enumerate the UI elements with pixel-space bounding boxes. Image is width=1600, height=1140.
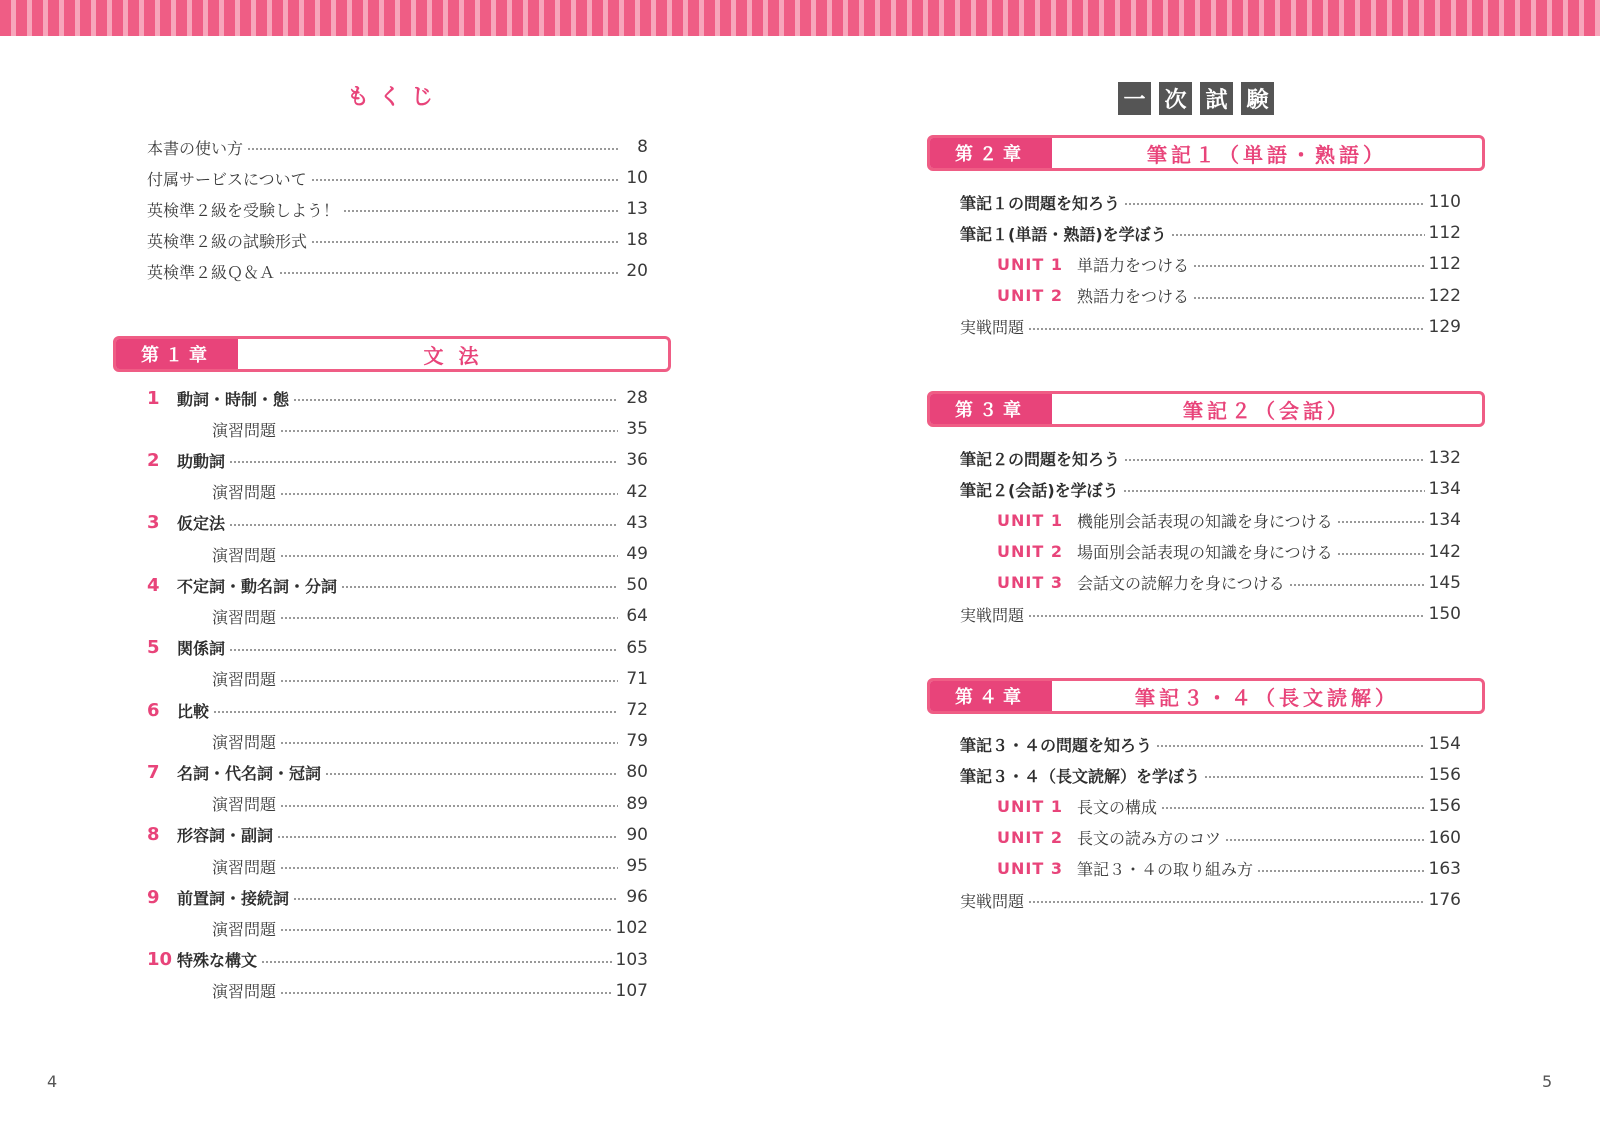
toc-entry-page: 122 xyxy=(1428,285,1461,306)
toc-entry[interactable] xyxy=(147,758,648,786)
toc-entry-page: 35 xyxy=(626,419,648,440)
exercise-label: 演習問題 xyxy=(212,919,277,939)
chapter-item-number: 6 xyxy=(147,699,160,721)
chapter-number: 第４章 xyxy=(930,681,1052,711)
toc-entry-label: 単語力をつける xyxy=(1076,255,1189,275)
chapter-3-header[interactable] xyxy=(927,391,1485,427)
chapter-item-number: 10 xyxy=(147,949,173,971)
toc-entry-page: 18 xyxy=(626,230,648,250)
chapter-item-number: 8 xyxy=(147,824,160,846)
toc-entry[interactable] xyxy=(147,133,648,161)
toc-entry[interactable] xyxy=(212,914,648,942)
toc-entry[interactable] xyxy=(960,475,1461,503)
toc-entry-page: 90 xyxy=(626,824,648,845)
toc-entry-label: 付属サービスについて xyxy=(147,169,307,189)
toc-entry[interactable] xyxy=(960,886,1461,914)
toc-entry-page: 129 xyxy=(1428,316,1461,337)
toc-entry-page: 64 xyxy=(626,606,648,627)
toc-entry-page: 71 xyxy=(626,668,648,689)
chapter-item-number: 5 xyxy=(147,637,160,659)
toc-entry-label: 熟語力をつける xyxy=(1076,287,1189,307)
leader-dots xyxy=(311,241,618,243)
leader-dots xyxy=(1337,553,1425,555)
toc-entry[interactable] xyxy=(997,538,1461,566)
toc-entry-page: 134 xyxy=(1428,510,1461,531)
leader-dots xyxy=(1123,490,1425,492)
unit-label: UNIT 3 xyxy=(997,573,1063,593)
leader-dots xyxy=(280,617,618,619)
unit-label: UNIT 3 xyxy=(997,859,1063,879)
toc-entry-page: 103 xyxy=(615,949,648,970)
chapter-number: 第３章 xyxy=(930,394,1052,424)
toc-entry-page: 156 xyxy=(1428,765,1461,786)
toc-entry-label: 実戦問題 xyxy=(960,318,1025,338)
unit-label: UNIT 1 xyxy=(997,796,1063,816)
toc-entry[interactable] xyxy=(960,761,1461,789)
leader-dots xyxy=(325,773,618,775)
toc-entry-page: 156 xyxy=(1428,796,1461,817)
toc-entry[interactable] xyxy=(212,790,648,818)
toc-entry-label: 長文の構成 xyxy=(1076,797,1157,817)
toc-entry[interactable] xyxy=(960,730,1461,758)
toc-entry[interactable] xyxy=(147,509,648,537)
toc-entry-page: 28 xyxy=(626,388,648,408)
toc-entry-label: 助動詞 xyxy=(177,451,226,471)
toc-entry-page: 145 xyxy=(1428,572,1461,593)
chapter-title: 文 法 xyxy=(423,343,483,368)
chapter-item-number: 9 xyxy=(147,886,160,908)
toc-entry[interactable] xyxy=(997,792,1461,820)
leader-dots xyxy=(1289,584,1425,586)
leader-dots xyxy=(1028,615,1425,617)
toc-entry-label: 会話文の読解力を身につける xyxy=(1076,574,1285,594)
toc-entry[interactable] xyxy=(147,446,648,474)
leader-dots xyxy=(293,898,618,900)
toc-entry-page: 160 xyxy=(1428,827,1461,848)
leader-dots xyxy=(1337,521,1425,523)
toc-entry-label: 比較 xyxy=(177,701,210,721)
leader-dots xyxy=(1193,265,1425,267)
toc-entry-page: 80 xyxy=(626,762,648,783)
unit-label: UNIT 2 xyxy=(997,286,1063,306)
toc-entry[interactable] xyxy=(212,415,648,443)
toc-entry[interactable] xyxy=(960,219,1461,247)
chapter-item-number: 4 xyxy=(147,574,160,596)
unit-label: UNIT 2 xyxy=(997,542,1063,562)
leader-dots xyxy=(311,179,618,181)
toc-entry[interactable] xyxy=(147,164,648,192)
exercise-label: 演習問題 xyxy=(212,795,277,815)
leader-dots xyxy=(280,555,618,557)
leader-dots xyxy=(1193,297,1425,299)
chapter-title: 筆記２（会話） xyxy=(1183,398,1351,423)
chapter-number: 第１章 xyxy=(116,339,238,369)
toc-entry-page: 96 xyxy=(626,887,648,908)
toc-entry-label: 筆記１(単語・熟語)を学ぼう xyxy=(960,224,1167,244)
chapter-2-header[interactable] xyxy=(927,135,1485,171)
toc-entry-label: 実戦問題 xyxy=(960,891,1025,911)
chapter-title: 筆記１（単語・熟語） xyxy=(1147,142,1387,167)
toc-entry-label: 実戦問題 xyxy=(960,605,1025,625)
toc-entry-page: 89 xyxy=(626,793,648,814)
toc-entry-page: 154 xyxy=(1428,734,1461,754)
leader-dots xyxy=(1171,234,1425,236)
toc-entry-label: 本書の使い方 xyxy=(147,138,244,158)
leader-dots xyxy=(229,649,618,651)
toc-entry[interactable] xyxy=(212,977,648,1005)
leader-dots xyxy=(293,399,618,401)
toc-entry[interactable] xyxy=(997,250,1461,278)
leader-dots xyxy=(280,742,618,744)
leader-dots xyxy=(229,461,618,463)
leader-dots xyxy=(247,148,618,150)
toc-entry-label: 筆記２(会話)を学ぼう xyxy=(960,480,1119,500)
page-number: 4 xyxy=(47,1072,58,1091)
toc-entry-label: 形容詞・副詞 xyxy=(177,826,274,846)
leader-dots xyxy=(261,961,612,963)
chapter-1-header[interactable] xyxy=(113,336,671,372)
toc-entry[interactable] xyxy=(212,665,648,693)
chapter-item-number: 2 xyxy=(147,449,160,471)
toc-entry-page: 49 xyxy=(626,544,648,564)
toc-entry-page: 36 xyxy=(626,450,648,471)
toc-entry-label: 筆記３・４の取り組み方 xyxy=(1076,860,1253,880)
toc-entry-page: 65 xyxy=(626,637,648,658)
toc-entry-page: 8 xyxy=(637,137,648,157)
exam-title-char: 験 xyxy=(1241,82,1274,115)
toc-entry-page: 142 xyxy=(1428,541,1461,562)
toc-entry[interactable] xyxy=(212,852,648,880)
unit-label: UNIT 1 xyxy=(997,254,1063,274)
toc-entry-page: 72 xyxy=(626,700,648,720)
toc-entry-label: 長文の読み方のコツ xyxy=(1076,829,1221,849)
toc-entry-page: 42 xyxy=(626,481,648,502)
exercise-label: 演習問題 xyxy=(212,545,277,565)
chapter-item-number: 1 xyxy=(147,387,160,409)
toc-entry[interactable] xyxy=(960,600,1461,628)
leader-dots xyxy=(280,992,612,994)
toc-entry-page: 176 xyxy=(1428,890,1461,910)
toc-entry-label: 英検準２級を受験しよう！ xyxy=(147,200,340,220)
toc-entry[interactable] xyxy=(147,634,648,662)
toc-entry[interactable] xyxy=(997,855,1461,883)
toc-entry-label: 筆記３・４の問題を知ろう xyxy=(960,735,1153,755)
leader-dots xyxy=(1124,459,1425,461)
toc-entry[interactable] xyxy=(147,226,648,254)
unit-label: UNIT 1 xyxy=(997,510,1063,530)
leader-dots xyxy=(341,586,618,588)
toc-entry[interactable] xyxy=(212,727,648,755)
leader-dots xyxy=(1028,328,1425,330)
chapter-number: 第２章 xyxy=(930,138,1052,168)
leader-dots xyxy=(279,272,618,274)
toc-entry[interactable] xyxy=(960,444,1461,472)
leader-dots xyxy=(1225,839,1425,841)
toc-entry[interactable] xyxy=(147,195,648,223)
exercise-label: 演習問題 xyxy=(212,670,277,690)
page-title: もくじ xyxy=(346,85,443,110)
chapter-title: 筆記３・４（長文読解） xyxy=(1135,685,1399,710)
toc-entry-page: 13 xyxy=(626,199,648,219)
toc-entry-label: 英検準２級の試験形式 xyxy=(147,231,308,251)
exercise-label: 演習問題 xyxy=(212,857,277,877)
toc-entry[interactable] xyxy=(147,571,648,599)
toc-entry-page: 163 xyxy=(1428,858,1461,879)
leader-dots xyxy=(213,711,618,713)
leader-dots xyxy=(343,210,618,212)
toc-entry-page: 95 xyxy=(626,856,648,876)
exam-title xyxy=(1118,82,1274,115)
leader-dots xyxy=(1204,776,1425,778)
toc-entry-label: 関係詞 xyxy=(177,639,226,659)
toc-entry-page: 150 xyxy=(1428,604,1461,624)
toc-entry-label: 仮定法 xyxy=(177,514,226,534)
toc-entry-page: 102 xyxy=(615,918,648,939)
leader-dots xyxy=(1257,870,1425,872)
toc-entry-label: 筆記３・４（長文読解）を学ぼう xyxy=(960,766,1201,786)
leader-dots xyxy=(280,805,618,807)
unit-label: UNIT 2 xyxy=(997,828,1063,848)
exercise-label: 演習問題 xyxy=(212,483,277,503)
exam-title-char: 一 xyxy=(1118,82,1151,115)
toc-entry[interactable] xyxy=(960,313,1461,341)
toc-entry[interactable] xyxy=(997,506,1461,534)
toc-entry-label: 動詞・時制・態 xyxy=(177,389,290,409)
toc-entry-page: 43 xyxy=(626,512,648,533)
chapter-4-header[interactable] xyxy=(927,678,1485,714)
toc-entry-page: 112 xyxy=(1428,223,1461,244)
toc-entry[interactable] xyxy=(212,602,648,630)
toc-entry-label: 名詞・代名詞・冠詞 xyxy=(177,763,322,783)
toc-entry[interactable] xyxy=(147,696,648,724)
leader-dots xyxy=(280,929,612,931)
toc-entry-page: 134 xyxy=(1428,479,1461,500)
toc-entry[interactable] xyxy=(212,478,648,506)
leader-dots xyxy=(280,430,618,432)
toc-entry[interactable] xyxy=(212,540,648,568)
toc-entry-page: 107 xyxy=(615,980,648,1001)
toc-entry[interactable] xyxy=(147,257,648,285)
toc-entry[interactable] xyxy=(147,821,648,849)
exercise-label: 演習問題 xyxy=(212,420,277,440)
leader-dots xyxy=(280,867,618,869)
right-page xyxy=(800,0,1600,1140)
toc-entry-label: 不定詞・動名詞・分詞 xyxy=(177,576,338,596)
leader-dots xyxy=(277,836,618,838)
exercise-label: 演習問題 xyxy=(212,607,277,627)
toc-entry[interactable] xyxy=(147,883,648,911)
toc-entry-label: 英検準２級Ｑ＆Ａ xyxy=(147,262,276,282)
toc-entry[interactable] xyxy=(997,569,1461,597)
toc-entry-label: 場面別会話表現の知識を身につける xyxy=(1076,543,1333,563)
leader-dots xyxy=(1124,203,1425,205)
page-number: 5 xyxy=(1542,1072,1553,1091)
toc-entry-label: 特殊な構文 xyxy=(177,951,258,971)
toc-entry-page: 20 xyxy=(626,261,648,281)
leader-dots xyxy=(1156,745,1425,747)
toc-entry-label: 前置詞・接続詞 xyxy=(177,888,290,908)
toc-entry-label: 機能別会話表現の知識を身につける xyxy=(1076,511,1333,531)
leader-dots xyxy=(280,493,618,495)
toc-entry-page: 79 xyxy=(626,731,648,752)
toc-entry-page: 112 xyxy=(1428,254,1461,275)
exam-title-char: 次 xyxy=(1159,82,1192,115)
toc-entry-page: 50 xyxy=(626,575,648,596)
toc-entry-page: 110 xyxy=(1428,192,1461,212)
leader-dots xyxy=(229,524,618,526)
toc-entry-page: 10 xyxy=(626,168,648,188)
toc-entry-label: 筆記２の問題を知ろう xyxy=(960,449,1121,469)
toc-entry-label: 筆記１の問題を知ろう xyxy=(960,193,1121,213)
toc-entry[interactable] xyxy=(997,824,1461,852)
leader-dots xyxy=(1161,807,1425,809)
exam-title-char: 試 xyxy=(1200,82,1233,115)
toc-entry[interactable] xyxy=(960,188,1461,216)
toc-entry[interactable] xyxy=(147,384,648,412)
leader-dots xyxy=(280,680,618,682)
leader-dots xyxy=(1028,901,1425,903)
exercise-label: 演習問題 xyxy=(212,982,277,1002)
toc-entry[interactable] xyxy=(997,282,1461,310)
chapter-item-number: 7 xyxy=(147,761,160,783)
toc-entry[interactable] xyxy=(147,946,648,974)
toc-entry-page: 132 xyxy=(1428,448,1461,468)
exercise-label: 演習問題 xyxy=(212,732,277,752)
chapter-item-number: 3 xyxy=(147,512,160,534)
